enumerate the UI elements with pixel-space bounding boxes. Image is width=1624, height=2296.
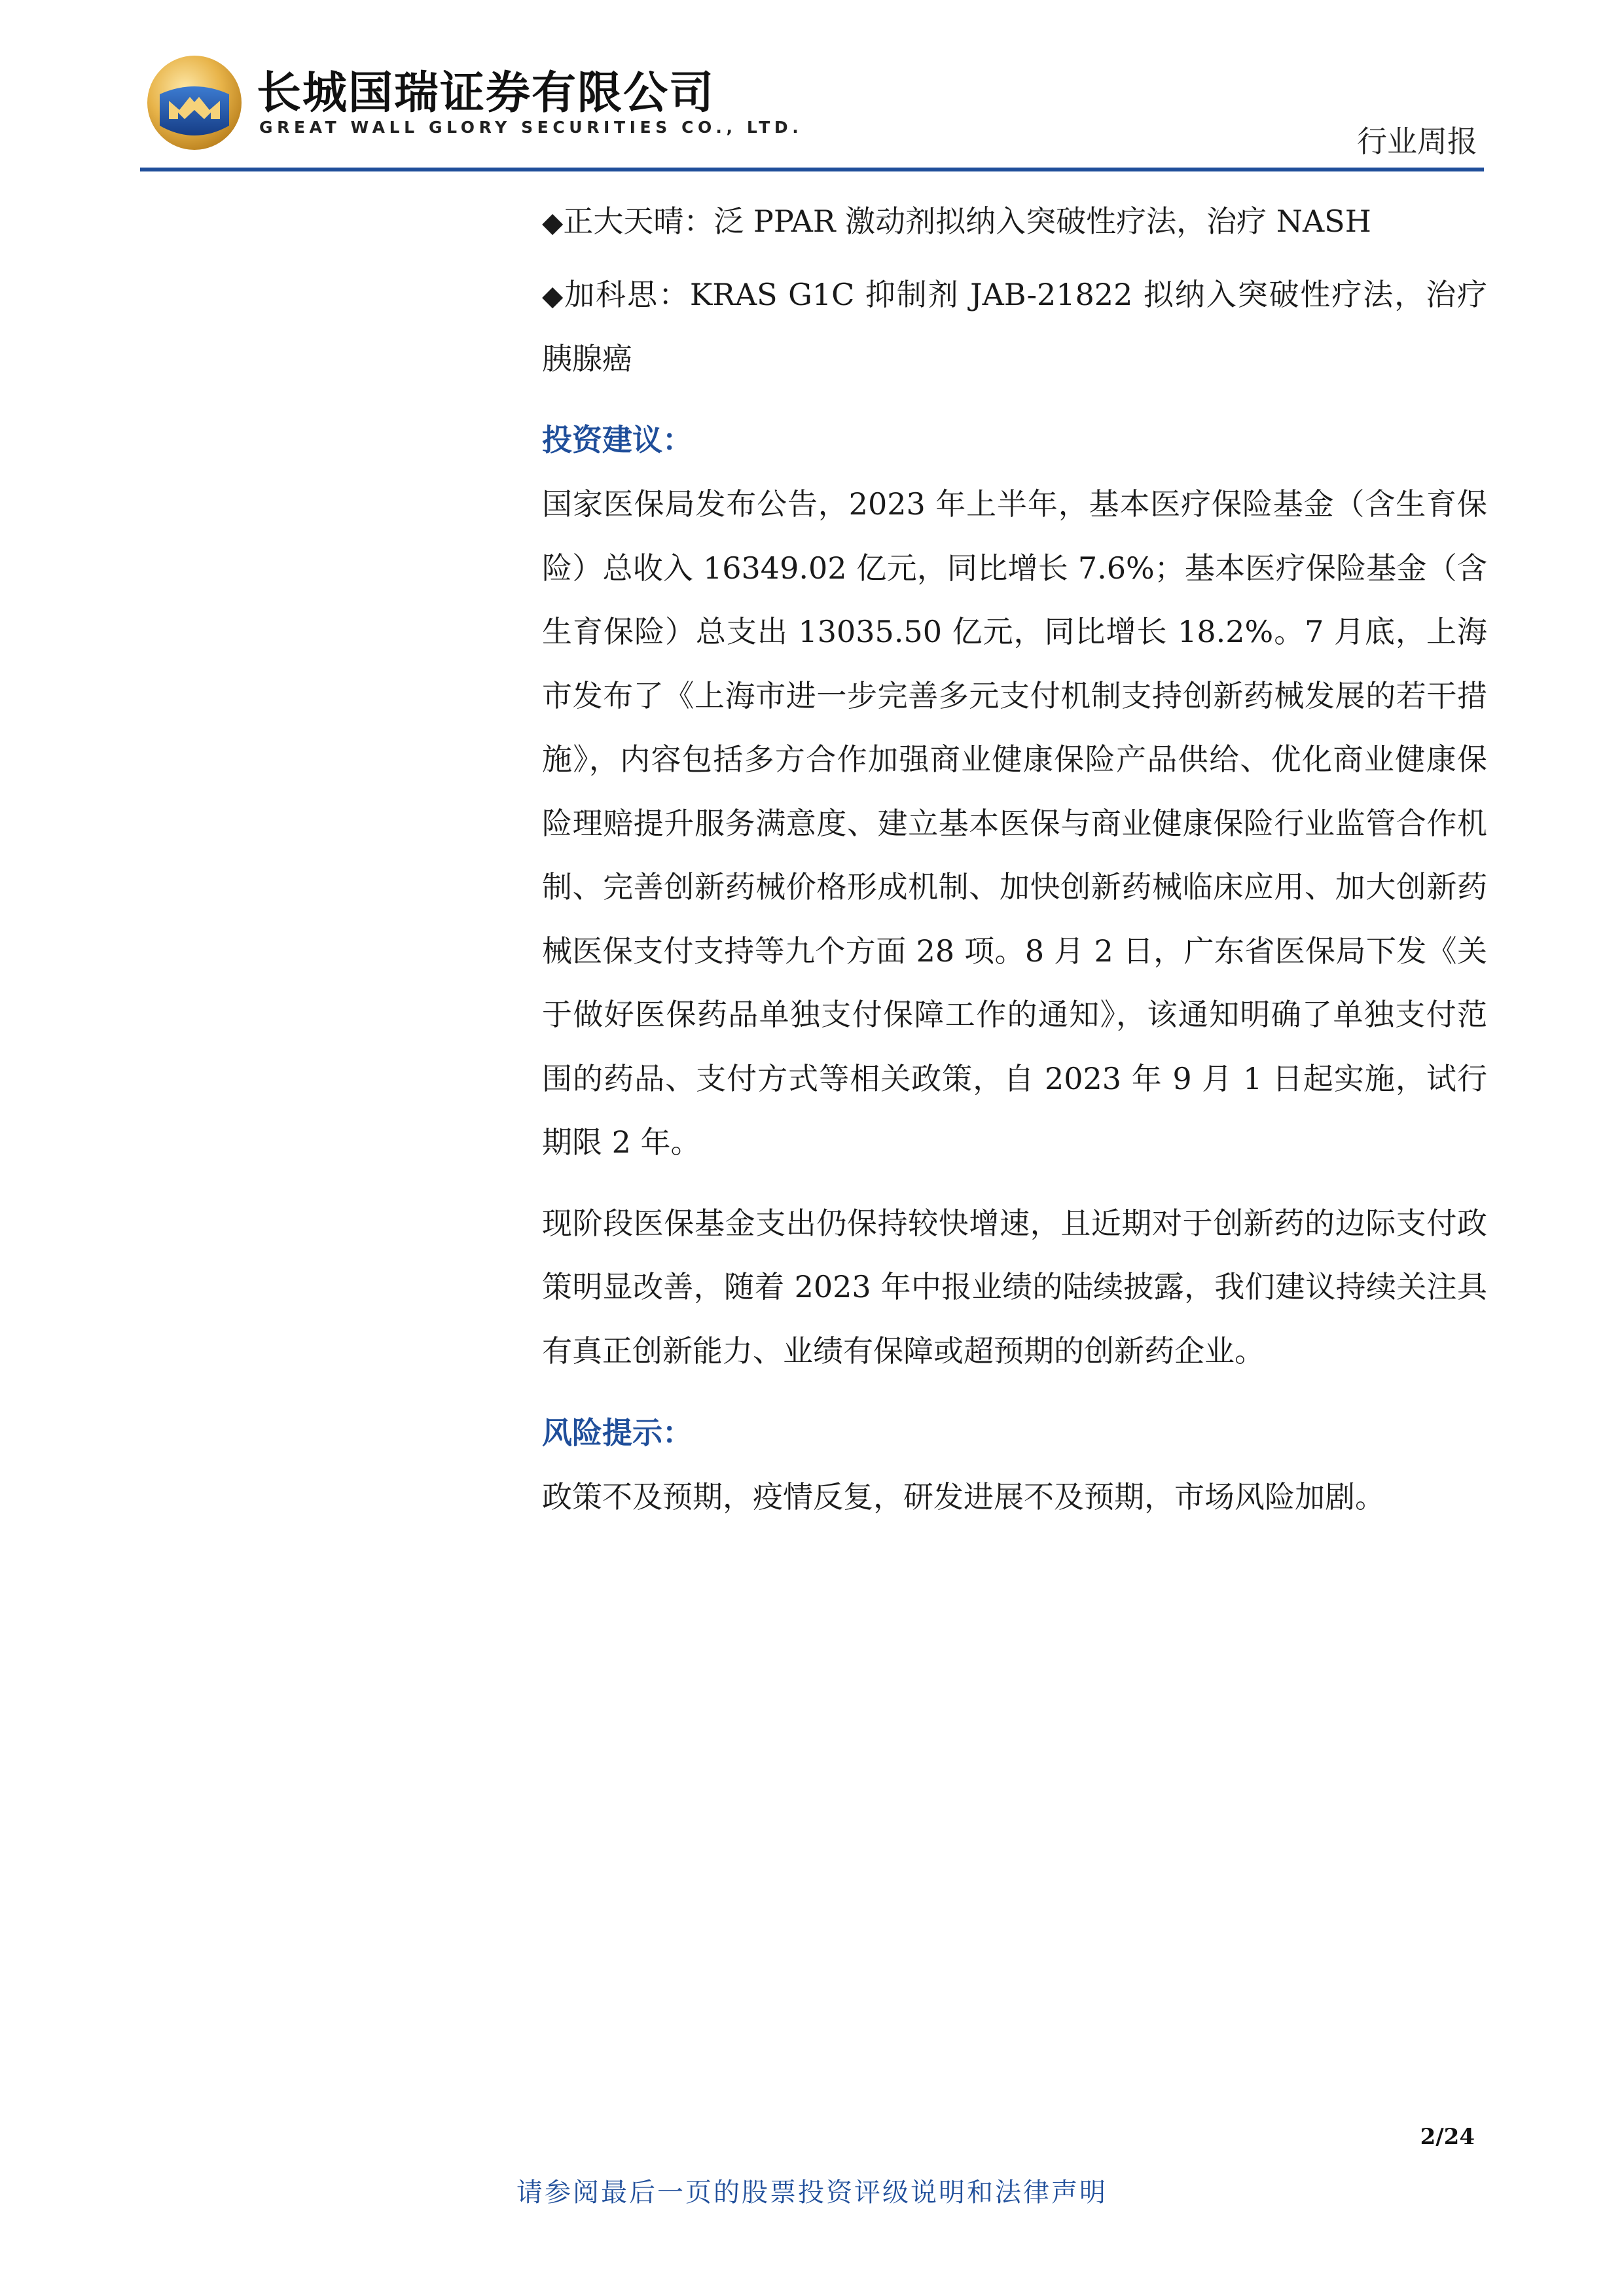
footer-disclaimer: 请参阅最后一页的股票投资评级说明和法律声明: [516, 2178, 1108, 2208]
company-name-en: GREAT WALL GLORY SECURITIES CO., LTD.: [259, 118, 803, 137]
diamond-bullet-icon: ◆: [542, 206, 564, 238]
page-number: 2/24: [1420, 2124, 1475, 2150]
investment-paragraph-1: 国家医保局发布公告，2023 年上半年，基本医疗保险基金（含生育保险）总收入 16349.02 亿元，同比增长 7.6%；基本医疗保险基金（含生育保险）总支出 13035.50 亿元，同比增长 18.2%。7 月底，上海市发布了《上海市进一步完善多元支付机制支持创新药械发展的若干措施》，内容包括多方合作加强商业健康保险产品供给、优化商业健康保险理赔提升服务满意度、建立基本医保与商业健康保险行业监管合作机制、完善创新药械价格形成机制、加快创新药械临床应用、加大创新药械医保支付支持等九个方面 28 项。8 月 2 日，广东省医保局下发《关于做好医保药品单独支付保障工作的通知》，该通知明确了单独支付范围的药品、支付方式等相关政策，自 2023 年 9 月 1 日起实施，试行期限 2 年。: [542, 486, 1487, 1160]
news-bullet-text: 加科思：KRAS G1C 抑制剂 JAB-21822 拟纳入突破性疗法，治疗胰腺癌: [542, 277, 1487, 376]
investment-paragraph-2: 现阶段医保基金支出仍保持较快增速，且近期对于创新药的边际支付政策明显改善，随着 2023 年中报业绩的陆续披露，我们建议持续关注具有真正创新能力、业绩有保障或超预期的创新药企业。: [542, 1205, 1487, 1369]
risk-section-title: 风险提示：: [542, 1415, 693, 1450]
report-type-label: 行业周报: [1357, 124, 1477, 159]
page-header: [0, 0, 1624, 177]
header-divider: [140, 168, 1484, 171]
news-bullet-1: [542, 190, 1487, 254]
company-name-cn: 长城国瑞证券有限公司: [257, 67, 715, 119]
investment-section-title: 投资建议：: [542, 422, 693, 457]
great-wall-glory-logo-icon: [145, 54, 244, 152]
risk-paragraph: 政策不及预期，疫情反复，研发进展不及预期，市场风险加剧。: [542, 1479, 1385, 1515]
report-body: [542, 190, 1487, 1530]
news-bullet-2: [542, 263, 1487, 390]
diamond-bullet-icon: ◆: [542, 279, 565, 312]
news-bullet-text: 正大天晴：泛 PPAR 激动剂拟纳入突破性疗法，治疗 NASH: [563, 204, 1371, 239]
